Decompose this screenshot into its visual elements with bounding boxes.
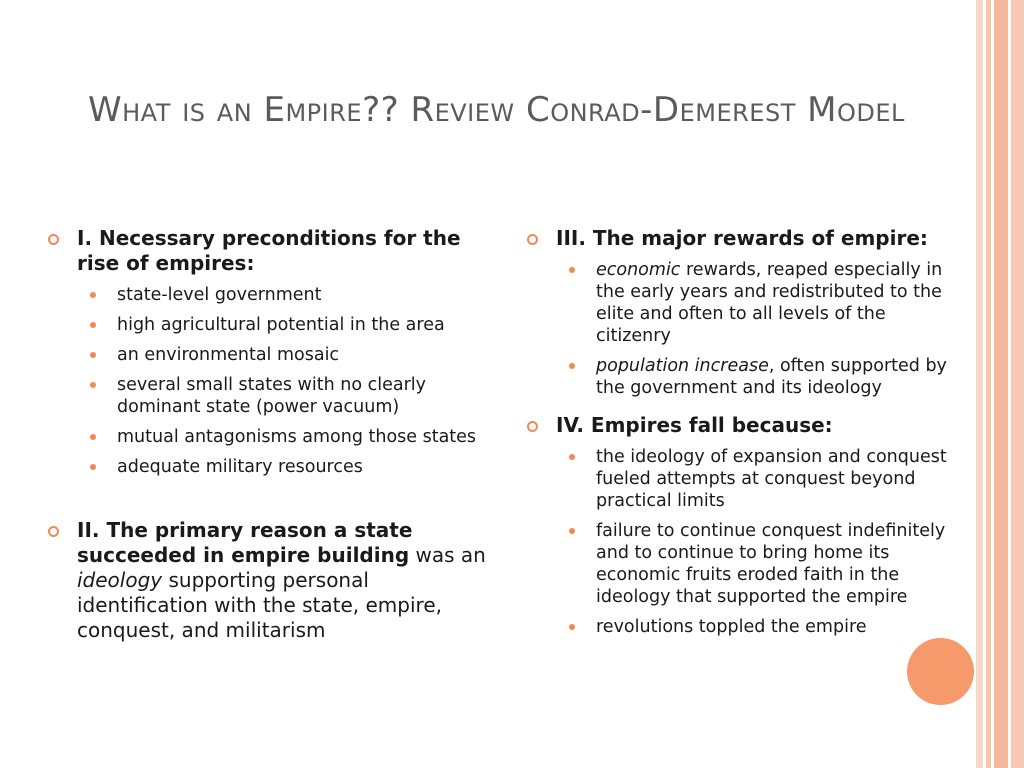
list-item (77, 374, 489, 418)
emphasis-text: economic (596, 260, 681, 280)
list-item (77, 284, 489, 306)
spacer (44, 492, 489, 518)
list-item-text: several small states with no clearly dominant state (power vacuum) (117, 375, 426, 417)
dot-bullet-icon (569, 363, 575, 369)
list-item-text: failure to continue conquest indefinitely and to continue to bring home its economic fruits eroded faith in the ideology that supported the empire (596, 521, 946, 607)
ring-bullet-icon (527, 421, 538, 432)
ring-bullet-icon (48, 234, 59, 245)
list-item (556, 355, 963, 399)
list-item (556, 616, 963, 638)
list-item-text: an environmental mosaic (117, 345, 340, 365)
fall-list (556, 446, 963, 638)
list-item (77, 456, 489, 478)
stripe (976, 0, 983, 768)
list-item-text: state-level government (117, 285, 322, 305)
decorative-stripes (976, 0, 1024, 768)
list-item (77, 314, 489, 336)
stripe (1011, 0, 1024, 768)
list-item-text: mutual antagonisms among those states (117, 427, 477, 447)
dot-bullet-icon (569, 267, 575, 273)
dot-bullet-icon (569, 624, 575, 630)
list-item (77, 426, 489, 448)
body-text: supporting personal identification with the state, empire, conquest, and militarism (77, 568, 442, 642)
ring-bullet-icon (48, 526, 59, 537)
ring-bullet-icon (527, 234, 538, 245)
dot-bullet-icon (569, 528, 575, 534)
section-heading: II. The primary reason a state succeeded in empire building (77, 518, 413, 567)
list-item (556, 259, 963, 347)
section-heading: III. The major rewards of empire: (556, 226, 928, 250)
list-item-text: high agricultural potential in the area (117, 315, 445, 335)
section-heading: I. Necessary preconditions for the rise of empires: (77, 226, 461, 275)
list-item-text: adequate military resources (117, 457, 363, 477)
emphasis-text: ideology (77, 568, 163, 592)
dot-bullet-icon (569, 454, 575, 460)
right-column (523, 226, 963, 652)
emphasis-text: population increase (596, 356, 769, 376)
dot-bullet-icon (90, 292, 96, 298)
dot-bullet-icon (90, 464, 96, 470)
list-item (77, 344, 489, 366)
section-rewards (523, 226, 963, 399)
slide-title: What is an Empire?? Review Conrad-Demerest Model (88, 90, 905, 130)
dot-bullet-icon (90, 434, 96, 440)
body-text: was an (409, 543, 486, 567)
list-item-text: , often supported by the government and its ideology (596, 356, 947, 398)
rewards-list (556, 259, 963, 399)
list-item (556, 446, 963, 512)
stripe (986, 0, 991, 768)
list-item-text: the ideology of expansion and conquest fueled attempts at conquest beyond practical limits (596, 447, 947, 511)
stripe (994, 0, 1008, 768)
dot-bullet-icon (90, 352, 96, 358)
list-item (556, 520, 963, 608)
preconditions-list (77, 284, 489, 478)
section-heading: IV. Empires fall because: (556, 413, 833, 437)
left-column (44, 226, 489, 657)
section-primary-reason (44, 518, 489, 643)
dot-bullet-icon (90, 382, 96, 388)
dot-bullet-icon (90, 322, 96, 328)
list-item-text: revolutions toppled the empire (596, 617, 867, 637)
section-fall (523, 413, 963, 638)
section-preconditions (44, 226, 489, 478)
list-item-text: rewards, reaped especially in the early years and redistributed to the elite and often to all levels of the citizenry (596, 260, 943, 346)
